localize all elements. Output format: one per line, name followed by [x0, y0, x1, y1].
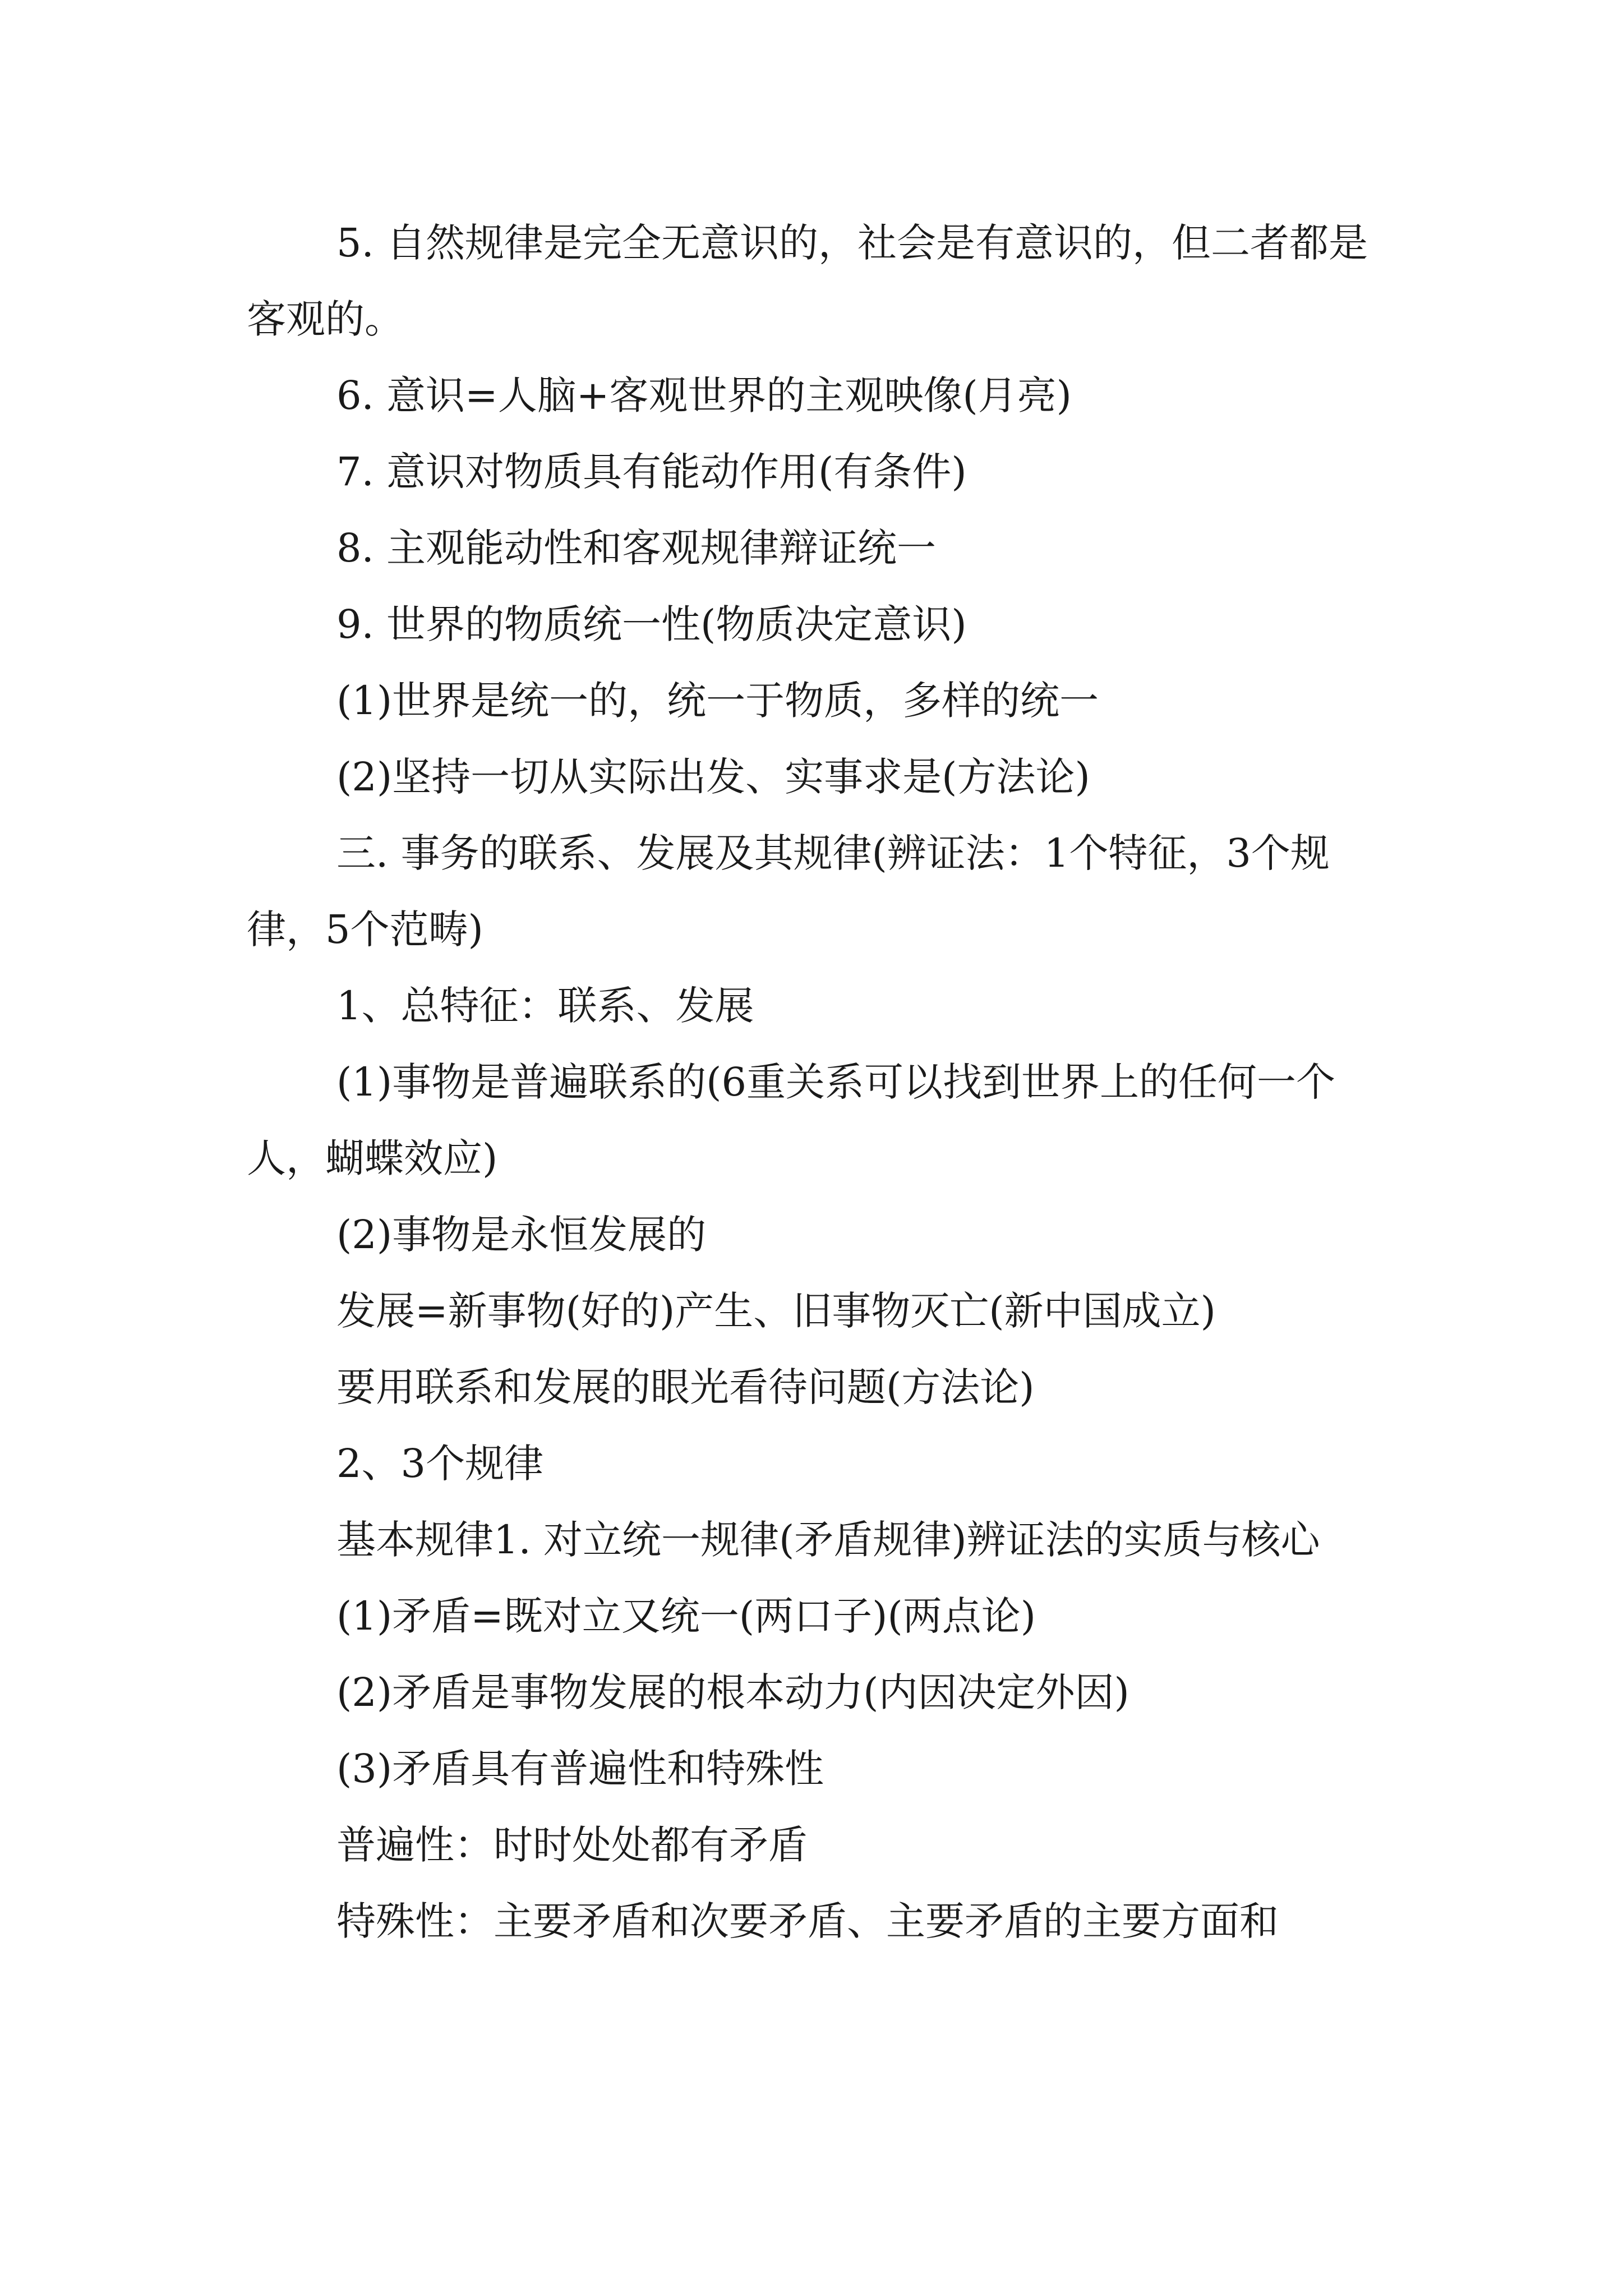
paragraph: 发展=新事物(好的)产生、旧事物灭亡(新中国成立) [336, 1288, 1216, 1334]
paragraph: 5. 自然规律是完全无意识的，社会是有意识的，但二者都是客观的。 [247, 220, 1368, 342]
paragraph: (1)事物是普遍联系的(6重关系可以找到世界上的任何一个人，蝴蝶效应) [247, 1059, 1335, 1181]
paragraph: (3)矛盾具有普遍性和特殊性 [336, 1746, 824, 1792]
paragraph: (2)矛盾是事物发展的根本动力(内因决定外因) [336, 1669, 1129, 1715]
paragraph: 2、3个规律 [336, 1441, 544, 1487]
paragraph: 9. 世界的物质统一性(物质决定意识) [336, 601, 967, 647]
paragraph: 6. 意识=人脑+客观世界的主观映像(月亮) [336, 372, 1072, 418]
paragraph: 三. 事务的联系、发展及其规律(辨证法：1个特征，3个规律，5个范畴) [247, 830, 1330, 953]
paragraph: (1)世界是统一的，统一于物质，多样的统一 [336, 678, 1099, 724]
paragraph: 基本规律1. 对立统一规律(矛盾规律)辨证法的实质与核心 [336, 1517, 1320, 1563]
paragraph: 特殊性：主要矛盾和次要矛盾、主要矛盾的主要方面和 [336, 1898, 1279, 1944]
paragraph: 普遍性：时时处处都有矛盾 [336, 1822, 808, 1868]
paragraph: 1、总特征：联系、发展 [336, 983, 754, 1029]
paragraph: (2)事物是永恒发展的 [336, 1212, 707, 1258]
paragraph: 7. 意识对物质具有能动作用(有条件) [336, 449, 967, 495]
paragraph: (2)坚持一切从实际出发、实事求是(方法论) [336, 754, 1090, 800]
paragraph: 要用联系和发展的眼光看待问题(方法论) [336, 1364, 1035, 1410]
paragraph: 8. 主观能动性和客观规律辩证统一 [336, 525, 937, 571]
document-body [247, 205, 1380, 1959]
paragraph: (1)矛盾=既对立又统一(两口子)(两点论) [336, 1593, 1036, 1639]
